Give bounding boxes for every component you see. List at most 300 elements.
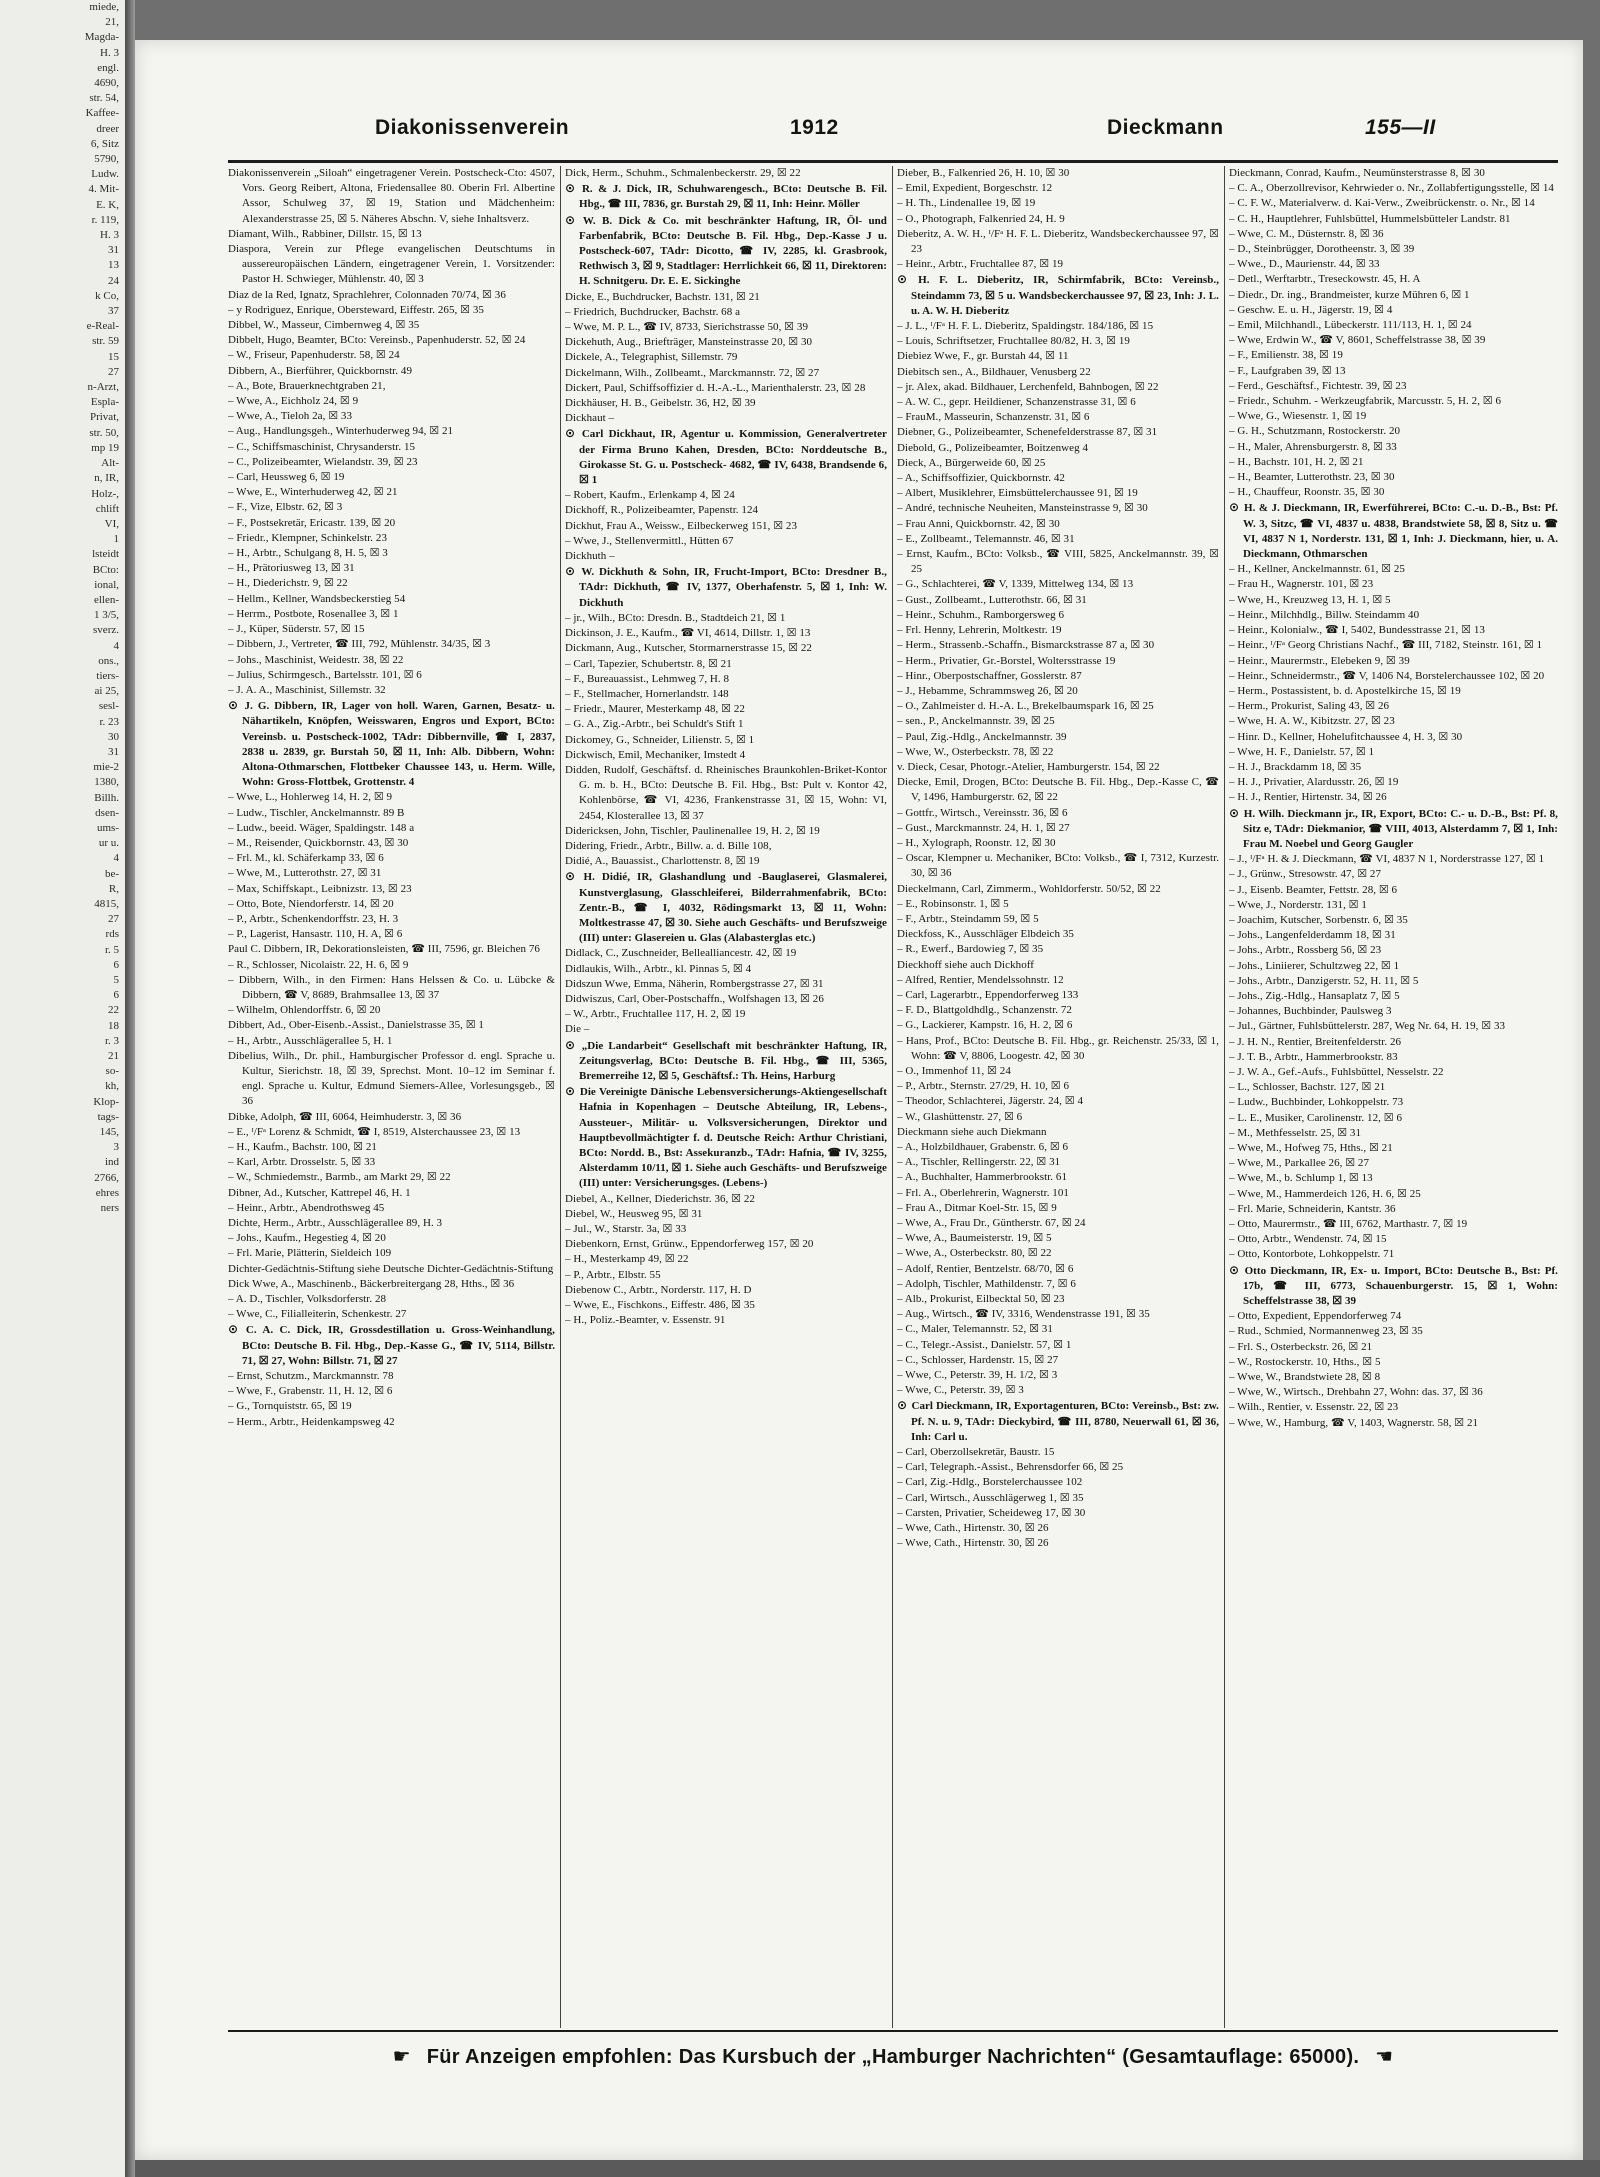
directory-entry <box>1229 333 1558 348</box>
entry-text: – Wwe, W., Osterbeckstr. 78, ☒ 22 <box>897 745 1054 758</box>
directory-entry <box>228 1277 555 1292</box>
directory-entry <box>897 912 1219 927</box>
entry-text: Dieck, A., Bürgerweide 60, ☒ 25 <box>897 456 1046 469</box>
directory-entry <box>897 1186 1219 1201</box>
directory-entry <box>565 335 887 350</box>
entry-text: – Frl. Henny, Lehrerin, Moltkestr. 19 <box>897 624 1062 637</box>
adjacent-page-fragment: 31 <box>108 244 119 257</box>
entry-text: – A. W. C., gepr. Heildiener, Schanzenstrasse 31, ☒ 6 <box>897 396 1136 409</box>
adjacent-page-fragment: 22 <box>108 1004 119 1017</box>
entry-text: – H. Th., Lindenallee 19, ☒ 19 <box>897 197 1036 210</box>
directory-entry <box>228 836 555 851</box>
header-first-entry: Diakonissenverein <box>375 116 570 139</box>
column-3 <box>897 166 1219 2028</box>
directory-entry <box>897 684 1219 699</box>
entry-text: – Detl., Werftarbtr., Treseckowstr. 45, H. A <box>1229 273 1421 286</box>
directory-entry <box>1229 1171 1558 1186</box>
directory-entry <box>897 196 1219 211</box>
directory-entry <box>1229 883 1558 898</box>
directory-entry <box>565 305 887 320</box>
directory-entry <box>1229 730 1558 745</box>
entry-text: Dieckelmann, Carl, Zimmerm., Wohldorferstr. 50/52, ☒ 22 <box>897 882 1161 895</box>
directory-entry <box>1229 379 1558 394</box>
entry-text: – A., Buchhalter, Hammerbrookstr. 61 <box>897 1171 1067 1184</box>
entry-text: – R., Schlosser, Nicolaistr. 22, H. 6, ☒ 9 <box>228 958 409 971</box>
entry-text: – F. D., Blattgoldhdlg., Schanzenstr. 72 <box>897 1004 1072 1017</box>
footer-rule <box>228 2030 1558 2032</box>
entry-text: – Dibbern, J., Vertreter, ☎ III, 792, Mühlenstr. 34/35, ☒ 3 <box>228 638 491 651</box>
adjacent-page-fragment: Privat, <box>89 411 119 424</box>
directory-entry <box>1229 1050 1558 1065</box>
directory-entry <box>897 471 1219 486</box>
adjacent-page-fragment: Kaffee- <box>85 107 119 120</box>
entry-text: – Herrm., Postbote, Rosenallee 3, ☒ 1 <box>228 607 399 620</box>
adjacent-page-fragment: ners <box>100 1202 119 1215</box>
entry-text: – J., ᴵ/Fᵃ H. & J. Dieckmann, ☎ VI, 4837 N 1, Norderstrasse 127, ☒ 1 <box>1229 853 1545 866</box>
entry-text: – Wwe, H. A. W., Kibitzstr. 27, ☒ 23 <box>1229 715 1395 728</box>
entry-text: – Gust., Marckmannstr. 24, H. 1, ☒ 27 <box>897 821 1070 834</box>
header-rule <box>228 160 1558 163</box>
directory-entry <box>897 714 1219 729</box>
entry-text: – Wwe., D., Maurienstr. 44, ☒ 33 <box>1229 258 1380 271</box>
entry-text: – J., Eisenb. Beamter, Fettstr. 28, ☒ 6 <box>1229 883 1398 896</box>
entry-text: Diebenow C., Arbtr., Norderstr. 117, H. D <box>565 1283 752 1296</box>
footer-text: Für Anzeigen empfohlen: Das Kursbuch der „Hamburger Nachrichten“ (Gesamtauflage: 65000). <box>426 2046 1360 2068</box>
entry-text: – Herm., Strassenb.-Schaffn., Bismarckstrasse 87 a, ☒ 30 <box>897 639 1155 652</box>
directory-entry <box>1229 669 1558 684</box>
directory-entry <box>897 958 1219 973</box>
directory-entry <box>897 1170 1219 1185</box>
directory-entry <box>1229 714 1558 729</box>
entry-text: – Geschw. E. u. H., Jägerstr. 19, ☒ 4 <box>1229 303 1393 316</box>
entry-text: – C. F. W., Materialverw. d. Kai-Verw., Zweibrückenstr. o. Nr., ☒ 14 <box>1229 197 1535 210</box>
directory-entry <box>1229 1355 1558 1370</box>
directory-entry <box>228 561 555 576</box>
adjacent-page-fragment: 4690, <box>94 77 119 90</box>
entry-text: – Heinr., ᴵ/Fᵃ Georg Christians Nachf., ☎ III, 7182, Steinstr. 161, ☒ 1 <box>1229 639 1543 652</box>
directory-entry <box>1229 227 1558 242</box>
adjacent-page-fragment: 37 <box>108 305 119 318</box>
directory-entry <box>1229 409 1558 424</box>
directory-entry <box>897 257 1219 272</box>
entry-text: Paul C. Dibbern, IR, Dekorationsleisten, ☎ III, 7596, gr. Bleichen 76 <box>228 943 540 956</box>
entry-text: – Diedr., Dr. ing., Brandmeister, kurze Mühren 6, ☒ 1 <box>1229 288 1470 301</box>
directory-entry <box>565 411 887 426</box>
entry-text: Dieckmann, Conrad, Kaufm., Neumünsterstrasse 8, ☒ 30 <box>1229 167 1485 179</box>
entry-text: – Emil, Milchhandl., Lübeckerstr. 111/113, H. 1, ☒ 24 <box>1229 319 1472 332</box>
directory-entry <box>228 1125 555 1140</box>
directory-entry <box>1229 1217 1558 1232</box>
entry-text: Dieckhoff siehe auch Dickhoff <box>897 958 1034 971</box>
adjacent-page-fragment: 27 <box>108 365 119 378</box>
header-last-entry: Dieckmann <box>1107 116 1224 139</box>
directory-entry <box>1229 867 1558 882</box>
directory-entry <box>897 654 1219 669</box>
entry-text: Dickinson, J. E., Kaufm., ☎ VI, 4614, Dillstr. 1, ☒ 13 <box>565 627 811 640</box>
entry-text: – jr. Alex, akad. Bildhauer, Lerchenfeld, Bahnbogen, ☒ 22 <box>897 380 1159 393</box>
adjacent-page-fragment: r. 23 <box>99 715 119 728</box>
directory-entry <box>897 821 1219 836</box>
directory-entry <box>565 1283 887 1298</box>
adjacent-page-fragment: ai 25, <box>94 685 119 698</box>
directory-entry <box>897 897 1219 912</box>
entry-text: – Carsten, Privatier, Scheideweg 17, ☒ 30 <box>897 1506 1086 1519</box>
directory-entry-highlighted <box>565 869 887 946</box>
directory-entry <box>565 488 887 503</box>
directory-entry <box>228 1170 555 1185</box>
entry-text: Diaspora, Verein zur Pflege evangelischen Deutschtums in aussereuropäischen Ländern, eingetragener Verein, 1. Vorsitzender: Pastor H. Schwieger, Mühlenstr. 40, ☒ 3 <box>228 243 555 286</box>
entry-text: – Gust., Zollbeamt., Lutterothstr. 66, ☒ 31 <box>897 593 1087 606</box>
entry-text: Dickhuth – <box>565 550 615 563</box>
entry-text: Diebel, A., Kellner, Diederichstr. 36, ☒ 22 <box>565 1192 755 1205</box>
directory-entry <box>228 379 555 394</box>
entry-text: Didlack, C., Zuschneider, Bellealliancestr. 42, ☒ 19 <box>565 947 797 960</box>
entry-text: – Wwe, C., Peterstr. 39, H. 1/2, ☒ 3 <box>897 1369 1058 1382</box>
adjacent-page-fragment: chlift <box>95 502 119 515</box>
entry-text: – J., Küper, Süderstr. 57, ☒ 15 <box>228 623 365 636</box>
adjacent-page-fragment: 1 <box>113 533 119 546</box>
directory-entry <box>228 1399 555 1414</box>
adjacent-page-fragment: ur u. <box>98 837 119 850</box>
entry-text: Dichte, Herm., Arbtr., Ausschlägerallee 89, H. 3 <box>228 1217 443 1230</box>
entry-text: – Adolf, Rentier, Bentzelstr. 68/70, ☒ 6 <box>897 1262 1074 1275</box>
directory-entry <box>228 1246 555 1261</box>
entry-text: – Frau A., Ditmar Koel-Str. 15, ☒ 9 <box>897 1201 1057 1214</box>
entry-text: – Alfred, Rentier, Mendelssohnstr. 12 <box>897 973 1064 986</box>
column-divider <box>1224 166 1225 2028</box>
directory-entry <box>228 683 555 698</box>
directory-entry <box>228 242 555 288</box>
entry-text: – P., Lagerist, Hansastr. 110, H. A, ☒ 6 <box>228 928 403 941</box>
directory-entry <box>897 1231 1219 1246</box>
adjacent-page-fragment: ind <box>104 1156 119 1169</box>
directory-entry <box>565 320 887 335</box>
directory-entry <box>228 1003 555 1018</box>
directory-entry <box>228 288 555 303</box>
directory-entry <box>228 927 555 942</box>
directory-entry <box>228 607 555 622</box>
entry-text: – Frl. A., Oberlehrerin, Wagnerstr. 101 <box>897 1186 1069 1199</box>
entry-text: Otto Dieckmann, IR, Ex- u. Import, BCto: Deutsche B., Bst: Pf. 17b, ☎ III, 6773, Schauenburgerstr. 15, ☒ 1, Wohn: Scheffelstrasse 38, ☒ 39 <box>1243 1264 1558 1308</box>
firm-marker-icon: ⊙ <box>565 1037 582 1052</box>
directory-entry <box>897 1353 1219 1368</box>
entry-text: – W., Friseur, Papenhuderstr. 58, ☒ 24 <box>228 349 400 362</box>
directory-entry <box>228 1415 555 1430</box>
entry-text: – E., Robinsonstr. 1, ☒ 5 <box>897 897 1009 910</box>
entry-text: – A., Bote, Brauerknechtgraben 21, <box>228 379 386 392</box>
entry-text: Diebner, G., Polizeibeamter, Schenefelderstrasse 87, ☒ 31 <box>897 426 1158 439</box>
entry-text: – FrauM., Masseurin, Schanzenstr. 31, ☒ 6 <box>897 411 1090 424</box>
entry-text: – Wwe, C., Peterstr. 39, ☒ 3 <box>897 1384 1024 1397</box>
adjacent-page-fragment: so- <box>105 1065 119 1078</box>
entry-text: Diaz de la Red, Ignatz, Sprachlehrer, Colonnaden 70/74, ☒ 36 <box>228 288 506 301</box>
directory-entry-highlighted <box>565 181 887 212</box>
entry-text: – Carl, Lagerarbtr., Eppendorferweg 133 <box>897 988 1079 1001</box>
adjacent-page-fragment: Ludw. <box>91 168 119 181</box>
entry-text: – H., Kaufm., Bachstr. 100, ☒ 21 <box>228 1141 377 1153</box>
directory-entry <box>1229 242 1558 257</box>
directory-entry <box>228 897 555 912</box>
entry-text: – H. J., Brackdamm 18, ☒ 35 <box>1229 760 1362 773</box>
directory-entry <box>897 760 1219 775</box>
adjacent-page-fragment: 4 <box>113 639 119 652</box>
entry-text: – Otto, Expedient, Eppendorferweg 74 <box>1229 1310 1402 1323</box>
directory-entry <box>1229 775 1558 790</box>
adjacent-page-fragment: 5 <box>113 974 119 986</box>
directory-entry <box>897 623 1219 638</box>
directory-entry <box>228 1140 555 1155</box>
directory-entry <box>1229 394 1558 409</box>
adjacent-page-fragment: e-Real- <box>86 320 119 333</box>
directory-entry <box>228 1292 555 1307</box>
directory-entry-highlighted <box>897 1398 1219 1445</box>
entry-text: Didwiszus, Carl, Ober-Postschaffn., Wolfshagen 13, ☒ 26 <box>565 992 824 1005</box>
directory-entry <box>897 745 1219 760</box>
adjacent-page-fragment: 145, <box>99 1126 119 1139</box>
entry-text: – Hans, Prof., BCto: Deutsche B. Fil. Hbg., gr. Reichenstr. 25/33, ☒ 1, Wohn: ☎ V, 8806, Loogestr. 42, ☒ 30 <box>897 1034 1219 1062</box>
entry-text: – Joachim, Kutscher, Sorbenstr. 6, ☒ 35 <box>1229 913 1408 926</box>
entry-text: – Ludw., Tischler, Anckelmannstr. 89 B <box>228 806 405 819</box>
directory-entry <box>1229 699 1558 714</box>
entry-text: – Johs., Liniierer, Schultzweg 22, ☒ 1 <box>1229 959 1400 972</box>
entry-text: – Johannes, Buchbinder, Paulsweg 3 <box>1229 1005 1392 1018</box>
adjacent-page-fragment: 5790, <box>94 153 119 166</box>
directory-entry <box>228 166 555 227</box>
directory-entry <box>1229 440 1558 455</box>
directory-entry <box>1229 1126 1558 1141</box>
directory-entry <box>1229 1247 1558 1262</box>
directory-entry <box>897 1521 1219 1536</box>
directory-entry-highlighted <box>1229 500 1558 562</box>
adjacent-page-fragment: Holz-, <box>91 487 119 500</box>
entry-text: Dickele, A., Telegraphist, Sillemstr. 79 <box>565 351 738 364</box>
entry-text: Dieckfoss, K., Ausschläger Elbdeich 35 <box>897 928 1074 941</box>
directory-entry <box>897 608 1219 623</box>
entry-text: – Wwe, M., Parkallee 26, ☒ 27 <box>1229 1157 1370 1170</box>
entry-text: – H., Diederichstr. 9, ☒ 22 <box>228 577 348 590</box>
entry-text: – sen., P., Anckelmannstr. 39, ☒ 25 <box>897 715 1055 728</box>
entry-text: – Emil, Expedient, Borgeschstr. 12 <box>897 182 1053 195</box>
entry-text: – F., Bureauassist., Lehmweg 7, H. 8 <box>565 672 730 685</box>
adjacent-page-fragment: r. 3 <box>104 1034 119 1047</box>
adjacent-page-fragment: 15 <box>108 350 119 363</box>
entry-text: – Wwe, C. M., Düsternstr. 8, ☒ 36 <box>1229 227 1384 240</box>
entry-text: – C., Schiffsmaschinist, Chrysanderstr. 15 <box>228 440 416 453</box>
directory-entry <box>1229 1385 1558 1400</box>
adjacent-page-fragment: str. 50, <box>89 426 119 439</box>
directory-entry <box>228 500 555 515</box>
directory-entry <box>228 303 555 318</box>
entry-text: – Hinr. D., Kellner, Hohelufitchaussee 4, H. 3, ☒ 30 <box>1229 730 1463 743</box>
directory-entry <box>565 1192 887 1207</box>
directory-entry <box>897 166 1219 181</box>
adjacent-page-fragment: mie-2 <box>93 761 119 774</box>
entry-text: – Wwe, Erdwin W., ☎ V, 8601, Scheffelstrasse 38, ☒ 39 <box>1229 334 1486 347</box>
directory-entry <box>1229 623 1558 638</box>
directory-entry <box>1229 913 1558 928</box>
directory-entry <box>565 1237 887 1252</box>
directory-entry <box>897 380 1219 395</box>
pointing-hand-right-icon: ☚ <box>1375 2044 1394 2068</box>
directory-entry <box>897 836 1219 851</box>
directory-entry <box>1229 288 1558 303</box>
directory-entry <box>1229 1400 1558 1415</box>
entry-text: – Wwe, M., Lutterothstr. 27, ☒ 31 <box>228 867 382 880</box>
directory-entry <box>897 1277 1219 1292</box>
entry-text: Dickhaut – <box>565 412 615 425</box>
entry-text: – Wwe, E., Fischkons., Eiffestr. 486, ☒ 35 <box>565 1299 755 1312</box>
directory-entry <box>228 516 555 531</box>
entry-text: – Hinr., Oberpostschaffner, Gosslerstr. 87 <box>897 669 1082 682</box>
adjacent-page-fragment: H. 3 <box>100 229 119 242</box>
entry-text: – A., Tischler, Rellingerstr. 22, ☒ 31 <box>897 1156 1061 1169</box>
directory-entry <box>565 717 887 732</box>
entry-text: – Ernst, Schutzm., Marckmannstr. 78 <box>228 1370 394 1383</box>
directory-entry <box>1229 974 1558 989</box>
entry-text: – Frl. M., kl. Schäferkamp 33, ☒ 6 <box>228 852 384 865</box>
directory-entry <box>228 973 555 1003</box>
adjacent-page-fragment: ellen- <box>93 593 119 606</box>
entry-text: Didering, Friedr., Arbtr., Billw. a. d. Bille 108, <box>565 839 772 852</box>
entry-text: – Theodor, Schlachterei, Jägerstr. 24, ☒ 4 <box>897 1095 1084 1108</box>
entry-text: – H., Arbtr., Ausschlägerallee 5, H. 1 <box>228 1034 393 1047</box>
directory-entry <box>228 227 555 242</box>
entry-text: – Louis, Schriftsetzer, Fruchtallee 80/82, H. 3, ☒ 19 <box>897 335 1130 348</box>
directory-entry <box>1229 1080 1558 1095</box>
entry-text: – R., Ewerf., Bardowieg 7, ☒ 35 <box>897 943 1044 956</box>
directory-entry <box>228 409 555 424</box>
entry-text: Didden, Rudolf, Geschäftsf. d. Rheinisches Braunkohlen-Briket-Kontor G. m. b. H., BCto: Deutsche B. Fil. Hbg., Bst: Pult v. Kontor 42, Kohlenbörse, ☎ VI, 4236, Frankenstrasse 31, ☒ 15, Wohn: VI, 2454, Klosterallee 13, ☒ 37 <box>565 763 887 822</box>
entry-text: – H., Poliz.-Beamter, v. Essenstr. 91 <box>565 1314 726 1327</box>
firm-marker-icon: ⊙ <box>565 1084 580 1099</box>
entry-text: – Paul, Zig.-Hdlg., Anckelmannstr. 39 <box>897 730 1067 743</box>
directory-entry <box>897 1140 1219 1155</box>
directory-entry-highlighted <box>1229 1263 1558 1310</box>
entry-text: – Wwe, Cath., Hirtenstr. 30, ☒ 26 <box>897 1537 1049 1550</box>
header-page-number: 155—II <box>1365 116 1436 139</box>
directory-entry <box>897 988 1219 1003</box>
entry-text: – Carl, Tapezier, Schubertstr. 8, ☒ 21 <box>565 657 732 670</box>
adjacent-page-fragment: 13 <box>108 259 119 272</box>
adjacent-page-fragment: ons., <box>98 654 119 667</box>
directory-entry-highlighted <box>1229 806 1558 853</box>
directory-entry <box>1229 1202 1558 1217</box>
entry-text: – Wwe, C., Filialleiterin, Schenkestr. 27 <box>228 1308 407 1321</box>
directory-entry <box>228 592 555 607</box>
entry-text: – G., Lackierer, Kampstr. 16, H. 2, ☒ 6 <box>897 1019 1073 1032</box>
adjacent-page-fragment: 21 <box>108 1050 119 1063</box>
directory-entry <box>1229 1416 1558 1431</box>
directory-entry <box>897 501 1219 516</box>
entry-text: Dibelius, Wilh., Dr. phil., Hamburgischer Professor d. engl. Sprache u. Kultur, Sierichstr. 18, ☒ 39, Sprechst. Mont. 10–12 im Seminar f. engl. Sprache u. Kultur, Edmund Siemers-Allee, Vorlesungsgeb., ☒ 36 <box>228 1049 555 1108</box>
adjacent-page-fragment: sesl- <box>98 700 119 713</box>
entry-text: – Wwe, M. P. L., ☎ IV, 8733, Sierichstrasse 50, ☒ 39 <box>565 321 808 334</box>
directory-entry <box>897 517 1219 532</box>
entry-text: – Wwe, A., Tieloh 2a, ☒ 33 <box>228 410 353 423</box>
entry-text: – Wwe, W., Hamburg, ☎ V, 1403, Wagnerstr. 58, ☒ 21 <box>1229 1416 1479 1429</box>
entry-text: – F., Emilienstr. 38, ☒ 19 <box>1229 349 1343 362</box>
directory-entry <box>1229 257 1558 272</box>
firm-marker-icon: ⊙ <box>565 564 582 579</box>
directory-entry <box>228 866 555 881</box>
entry-text: Dickhut, Frau A., Weissw., Eilbeckerweg 151, ☒ 23 <box>565 519 797 532</box>
entry-text: Carl Dickhaut, IR, Agentur u. Kommission, Generalvertreter der Firma Bruno Kahen, Dresden, BCto: Norddeutsche B., Girokasse St. G. u. Postscheck- 4682, ☎ IV, 6438, Brandsende 6, ☒ 1 <box>579 428 887 487</box>
entry-text: – F., Vize, Elbstr. 62, ☒ 3 <box>228 501 343 514</box>
directory-entry <box>565 763 887 824</box>
adjacent-page-fragment: 4 <box>113 852 119 865</box>
directory-entry <box>565 1207 887 1222</box>
entry-text: – P., Arbtr., Schenkendorffstr. 23, H. 3 <box>228 912 399 925</box>
directory-entry <box>897 1125 1219 1140</box>
adjacent-page-fragment: E. K, <box>96 198 119 211</box>
entry-text: – Karl, Arbtr. Drosselstr. 5, ☒ 33 <box>228 1156 376 1169</box>
directory-entry <box>228 653 555 668</box>
entry-text: R. & J. Dick, IR, Schuhwarengesch., BCto: Deutsche B. Fil. Hbg., ☎ III, 7836, gr. Burstah 29, ☒ 11, Inh: Heinr. Möller <box>579 183 887 211</box>
directory-entry <box>897 973 1219 988</box>
directory-entry <box>897 1201 1219 1216</box>
directory-entry <box>897 1018 1219 1033</box>
entry-text: – J., Hebamme, Schrammsweg 26, ☒ 20 <box>897 684 1078 697</box>
entry-text: – Alb., Prokurist, Eilbecktal 50, ☒ 23 <box>897 1293 1065 1306</box>
directory-entry <box>1229 745 1558 760</box>
firm-marker-icon: ⊙ <box>897 1398 912 1413</box>
directory-entry <box>897 365 1219 380</box>
directory-entry <box>1229 424 1558 439</box>
entry-text: – Wwe, J., Norderstr. 131, ☒ 1 <box>1229 898 1367 911</box>
entry-text: – Otto, Kontorbote, Lohkoppelstr. 71 <box>1229 1248 1395 1261</box>
entry-text: Diebold, G., Polizeibeamter, Boitzenweg 4 <box>897 441 1089 454</box>
entry-text: – Wwe, H. F., Danielstr. 57, ☒ 1 <box>1229 745 1375 758</box>
entry-text: – F., Laufgraben 39, ☒ 13 <box>1229 364 1346 377</box>
directory-entry <box>897 1368 1219 1383</box>
entry-text: – H., Bachstr. 101, H. 2, ☒ 21 <box>1229 455 1364 468</box>
directory-entry <box>228 364 555 379</box>
entry-text: – Johs., Kaufm., Hegestieg 4, ☒ 20 <box>228 1232 386 1245</box>
directory-entry <box>897 942 1219 957</box>
directory-entry <box>1229 1156 1558 1171</box>
entry-text: – Carl, Oberzollsekretär, Baustr. 15 <box>897 1446 1055 1459</box>
directory-entry <box>565 1007 887 1022</box>
entry-text: – A., Schiffsoffizier, Quickbornstr. 42 <box>897 472 1065 485</box>
entry-text: – Friedr., Maurer, Mesterkamp 48, ☒ 22 <box>565 703 745 716</box>
entry-text: – Wwe, L., Hohlerweg 14, H. 2, ☒ 9 <box>228 791 393 804</box>
entry-text: – Jul., W., Starstr. 3a, ☒ 33 <box>565 1223 687 1236</box>
entry-text: Dibbel, W., Masseur, Cimbernweg 4, ☒ 35 <box>228 319 420 332</box>
firm-marker-icon: ⊙ <box>565 869 584 884</box>
directory-entry <box>897 775 1219 805</box>
entry-text: – Frl. Marie, Schneiderin, Kantstr. 36 <box>1229 1202 1396 1215</box>
directory-entry <box>228 882 555 897</box>
entry-text: – H., Chauffeur, Roonstr. 35, ☒ 30 <box>1229 486 1385 499</box>
entry-text: – Frl. Marie, Plätterin, Sieldeich 109 <box>228 1247 392 1260</box>
entry-text: – L. E., Musiker, Carolinenstr. 12, ☒ 6 <box>1229 1111 1402 1124</box>
adjacent-page-fragment: r. 5 <box>104 943 119 956</box>
adjacent-page-fragment: engl. <box>97 61 119 74</box>
adjacent-page-fragment: Espla- <box>90 396 119 409</box>
entry-text: – Wilhelm, Ohlendorffstr. 6, ☒ 20 <box>228 1004 381 1017</box>
entry-text: – Friedr., Klempner, Schinkelstr. 23 <box>228 531 388 544</box>
directory-entry <box>1229 654 1558 669</box>
adjacent-page-fragment: 1380, <box>94 776 119 789</box>
directory-entry <box>565 702 887 717</box>
entry-text: Didié, A., Bauassist., Charlottenstr. 8, ☒ 19 <box>565 855 760 868</box>
firm-marker-icon: ⊙ <box>228 1322 246 1337</box>
entry-text: – Wwe, A., Baumeisterstr. 19, ☒ 5 <box>897 1232 1052 1245</box>
entry-text: H. Wilh. Dieckmann jr., IR, Export, BCto: C.- u. D.-B., Bst: Pf. 8, Sitz e, TAdr: Diekmanior, ☎ VIII, 4013, Alsterdamm 7, ☒ 1, Inh: Frau M. Noebel und Georg Gaugler <box>1243 807 1558 850</box>
entry-text: Dibbern, A., Bierführer, Quickbornstr. 49 <box>228 364 412 377</box>
column-4 <box>1229 166 1558 2028</box>
directory-entry <box>1229 272 1558 287</box>
